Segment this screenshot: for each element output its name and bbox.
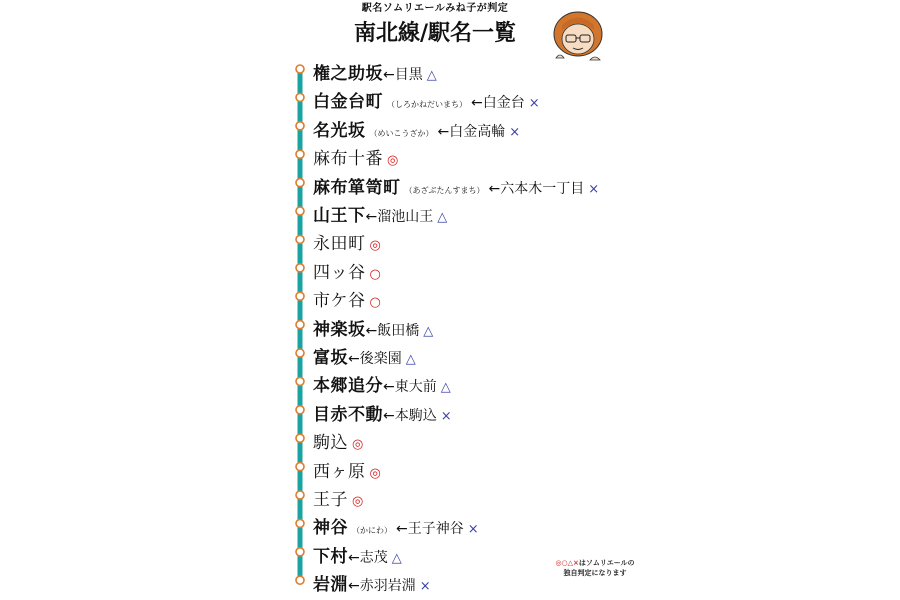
station-name: 神楽坂	[313, 319, 366, 340]
station-name: 本郷追分	[313, 376, 383, 397]
judgement-mark: ○	[369, 266, 381, 282]
judgement-mark: ◎	[352, 494, 364, 509]
station-original-name: ←本駒込	[383, 407, 437, 424]
station-name: 四ッ谷	[313, 262, 366, 283]
judgement-mark: ◎	[369, 465, 381, 481]
station-name: 神谷	[313, 518, 348, 539]
station-row	[313, 457, 381, 483]
station-row	[313, 286, 381, 312]
station-original-name: ←白金高輪	[437, 123, 506, 140]
station-node	[296, 207, 304, 215]
station-node	[296, 576, 304, 584]
station-original-name: ←六本木一丁目	[488, 180, 585, 197]
station-name: 麻布箪笥町	[313, 177, 401, 198]
railway-line	[290, 60, 310, 590]
station-row	[313, 485, 363, 511]
station-reading: （かにわ）	[352, 526, 392, 536]
judgement-mark: ×	[509, 124, 521, 140]
judgement-mark: ×	[588, 181, 600, 197]
station-original-name: ←後楽園	[348, 351, 402, 367]
header	[300, 2, 570, 48]
station-name: 白金台町	[313, 92, 383, 113]
station-row	[313, 87, 540, 113]
station-node	[296, 463, 304, 471]
station-name: 麻布十番	[313, 149, 383, 170]
legend-marks: ◎○△×	[555, 558, 579, 567]
legend-line1: はソムリエールの	[578, 558, 635, 567]
station-row	[313, 258, 381, 284]
station-reading: （あざぶたんすまち）	[404, 185, 485, 195]
station-name: 富坂	[313, 348, 348, 368]
mascot-illustration	[548, 8, 608, 66]
station-node	[296, 65, 304, 73]
station-node	[296, 377, 304, 385]
station-node	[296, 150, 304, 158]
station-original-name: ←溜池山王	[365, 209, 434, 225]
station-original-name: ←目黒	[383, 67, 423, 83]
station-name: 山王下	[313, 206, 366, 226]
judgement-mark: △	[391, 550, 402, 566]
station-name: 下村	[313, 546, 348, 567]
station-original-name: ←王子神谷	[396, 521, 464, 538]
station-name: 目赤不動	[313, 404, 383, 425]
station-row	[313, 116, 520, 142]
station-name: 駒込	[313, 433, 348, 454]
station-original-name: ←白金台	[471, 95, 525, 112]
judgement-mark: △	[426, 68, 437, 83]
station-row	[313, 315, 433, 341]
station-original-name: ←東大前	[383, 379, 437, 396]
station-node	[296, 434, 304, 442]
judgement-mark: ×	[419, 579, 431, 595]
legend-note	[530, 558, 660, 578]
station-node	[296, 292, 304, 300]
station-node	[296, 349, 304, 357]
page-title: 南北線/駅名一覧	[353, 20, 517, 46]
station-row	[313, 371, 451, 397]
station-node	[296, 321, 304, 329]
station-name: 岩淵	[313, 575, 348, 596]
station-row	[313, 229, 381, 255]
station-node	[296, 491, 304, 499]
station-row	[313, 201, 447, 227]
station-name: 王子	[313, 490, 348, 510]
station-row	[313, 400, 452, 426]
judgement-mark: ◎	[387, 153, 399, 169]
station-row	[313, 59, 437, 85]
judgement-mark: △	[440, 380, 451, 396]
judgement-mark: ×	[467, 522, 479, 538]
station-row	[313, 173, 599, 199]
judgement-mark: ○	[369, 295, 381, 311]
station-node	[296, 406, 304, 414]
judgement-mark: ◎	[352, 437, 364, 453]
station-name: 永田町	[313, 234, 366, 255]
judgement-mark: ×	[440, 408, 452, 424]
station-node	[296, 548, 304, 556]
station-node	[296, 235, 304, 243]
station-name: 西ヶ原	[313, 461, 366, 482]
station-row	[313, 513, 479, 539]
judgement-mark: △	[423, 323, 434, 339]
station-reading: （しろかねだいまち）	[387, 100, 467, 110]
judgement-mark: ×	[528, 96, 540, 112]
station-row	[313, 144, 398, 170]
station-row	[313, 570, 431, 596]
station-node	[296, 122, 304, 130]
station-name: 市ケ谷	[313, 291, 366, 312]
subtitle: 駅名ソムリエールみね子が判定	[361, 3, 509, 14]
station-row	[313, 542, 402, 568]
station-row	[313, 343, 416, 369]
judgement-mark: △	[437, 210, 448, 225]
station-original-name: ←赤羽岩淵	[348, 578, 416, 595]
station-name: 名光坂	[313, 120, 366, 141]
station-node	[296, 264, 304, 272]
station-node	[296, 179, 304, 187]
station-row	[313, 428, 363, 454]
judgement-mark: △	[405, 352, 416, 367]
station-node	[296, 93, 304, 101]
judgement-mark: ◎	[369, 238, 381, 254]
legend-line2: 独自判定になります	[563, 568, 627, 577]
station-original-name: ←飯田橋	[365, 322, 420, 339]
station-reading: （めいこうざか）	[369, 128, 434, 138]
station-node	[296, 519, 304, 527]
station-name: 権之助坂	[313, 64, 383, 84]
station-original-name: ←志茂	[348, 549, 388, 566]
